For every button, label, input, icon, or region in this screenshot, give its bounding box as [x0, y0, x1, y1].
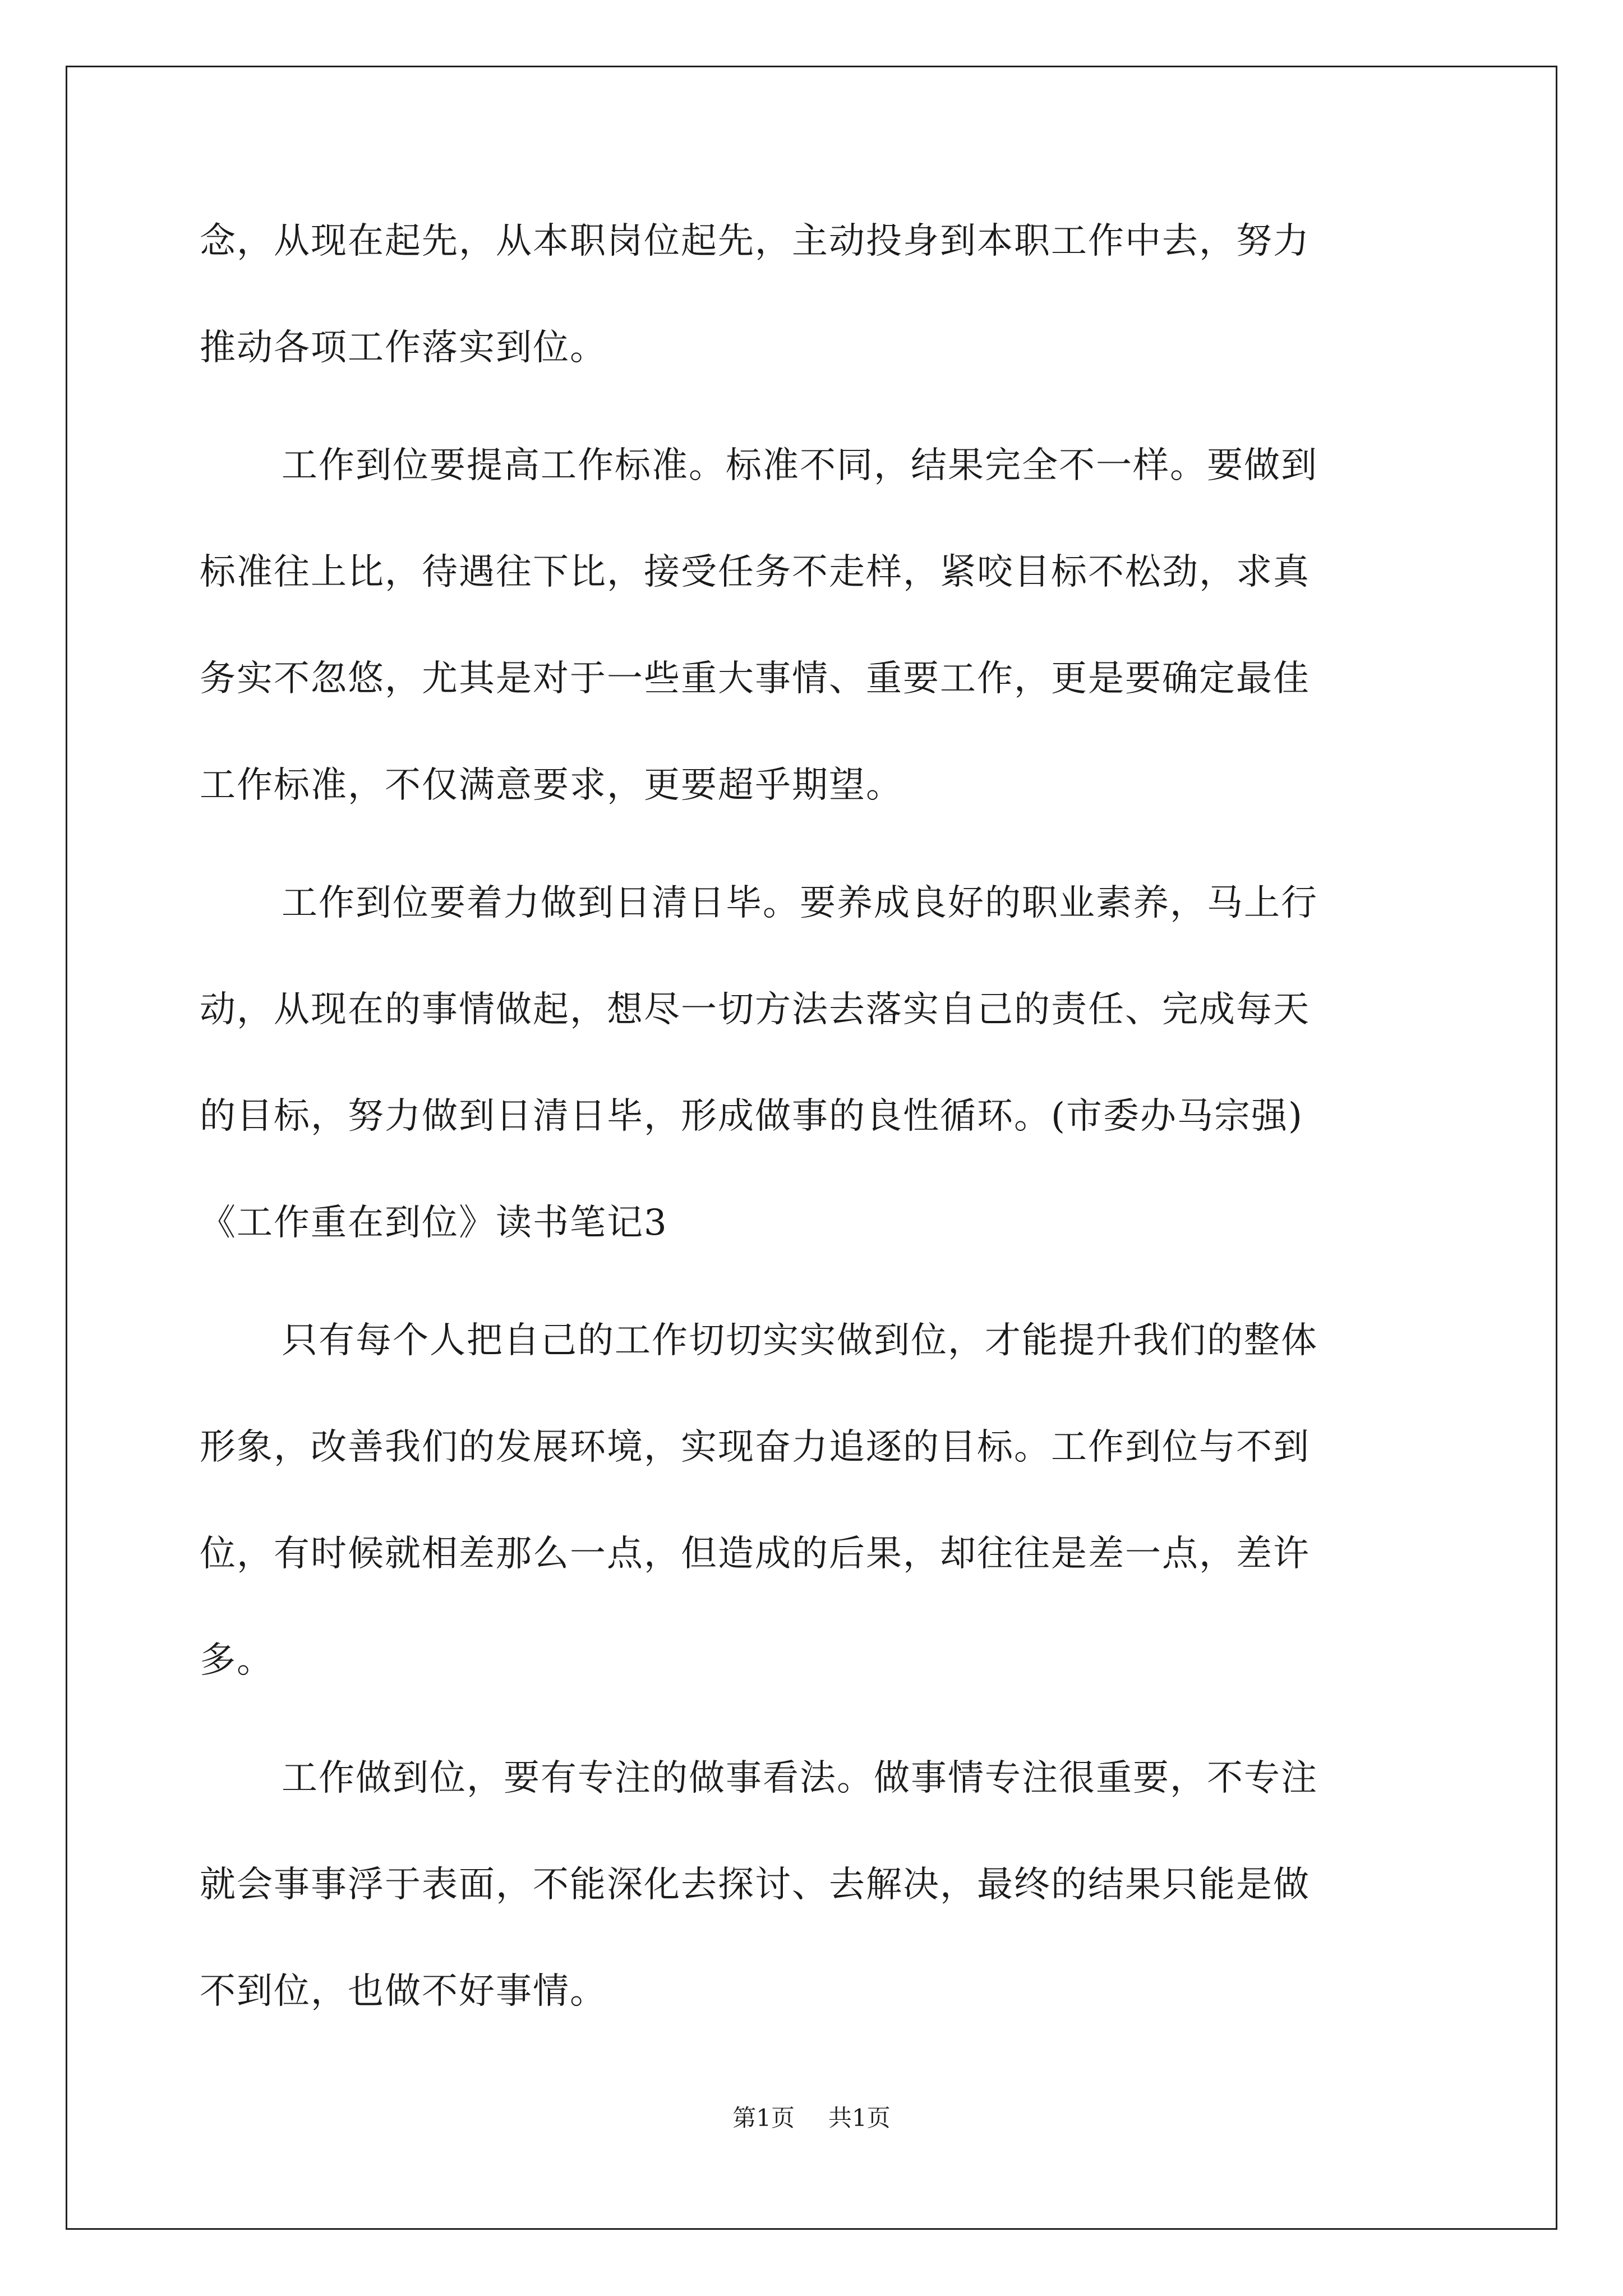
text-line: 工作标准，不仅满意要求，更要超乎期望。: [200, 765, 903, 806]
page-footer: [0, 2101, 1623, 2135]
text-line: 动，从现在的事情做起，想尽一切方法去落实自己的责任、完成每天: [200, 989, 1310, 1030]
text-line: 形象，改善我们的发展环境，实现奋力追逐的目标。工作到位与不到: [200, 1427, 1310, 1468]
text-line: 就会事事浮于表面，不能深化去探讨、去解决，最终的结果只能是做: [200, 1864, 1310, 1906]
text-line: 只有每个人把自己的工作切切实实做到位，才能提升我们的整体: [282, 1320, 1318, 1361]
page-number: 第1页: [732, 2104, 795, 2132]
text-line: 标准往上比，待遇往下比，接受任务不走样，紧咬目标不松劲，求真: [200, 551, 1310, 593]
text-line: 务实不忽悠，尤其是对于一些重大事情、重要工作，更是要确定最佳: [200, 658, 1310, 700]
text-line: 工作到位要着力做到日清日毕。要养成良好的职业素养，马上行: [282, 882, 1318, 924]
text-line: 推动各项工作落实到位。: [200, 327, 607, 369]
page-total: 共1页: [828, 2104, 891, 2132]
text-line: 工作做到位，要有专注的做事看法。做事情专注很重要，不专注: [282, 1757, 1318, 1799]
section-heading: 《工作重在到位》读书笔记3: [200, 1202, 668, 1244]
text-line: 工作到位要提高工作标准。标准不同，结果完全不一样。要做到: [282, 445, 1318, 486]
text-line: 位，有时候就相差那么一点，但造成的后果，却往往是差一点，差许: [200, 1533, 1310, 1575]
text-line: 不到位，也做不好事情。: [200, 1971, 607, 2012]
text-line: 念，从现在起先，从本职岗位起先，主动投身到本职工作中去，努力: [200, 220, 1310, 262]
text-line: 多。: [200, 1640, 274, 1681]
text-line: 的目标，努力做到日清日毕，形成做事的良性循环。(市委办马宗强): [200, 1096, 1303, 1137]
